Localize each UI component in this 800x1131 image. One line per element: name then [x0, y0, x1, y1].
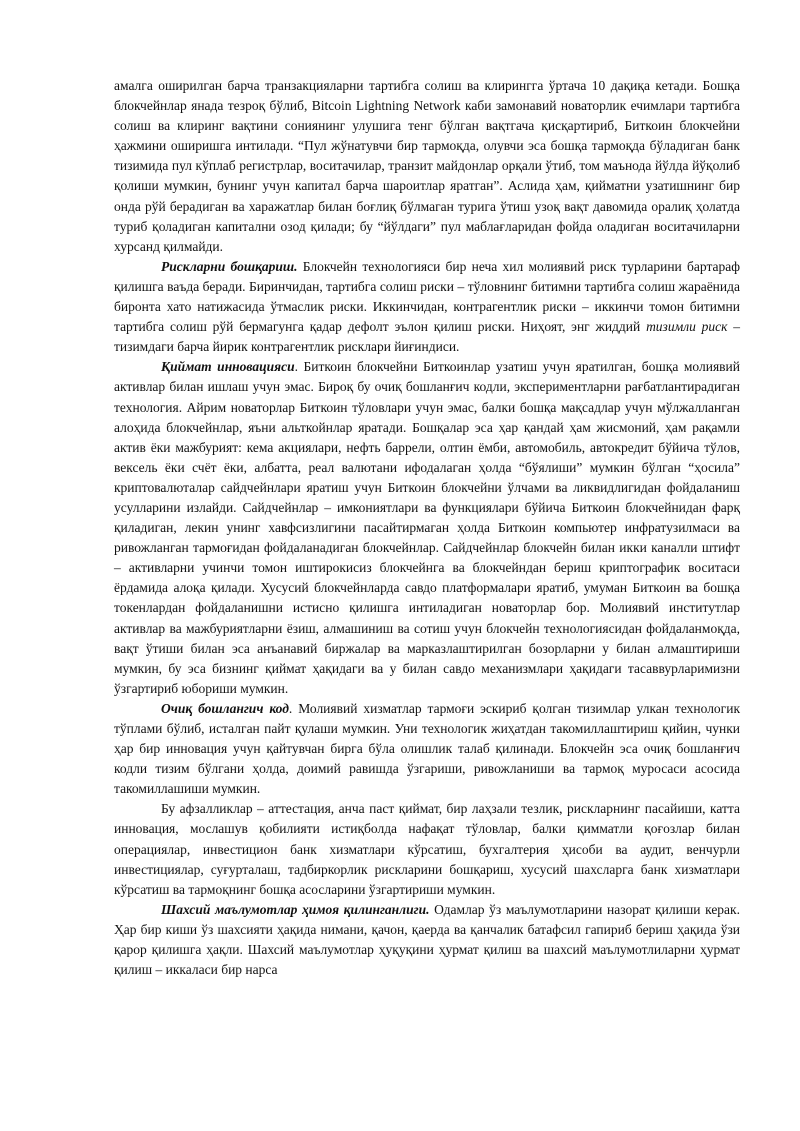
paragraph-text: Блокчейн технологияси бир неча хил молиявий риск турларини бартараф қилишга ваъда беради. Биринчидан, тартибга солиш риски – тўловнинг битимни тартибга солиш жараёнида биронта хато натижасида ўтмаслик риски. Иккинчидан, контрагентлик риски – иккинчи томон битимни тартибга солиш рўй бермагунга қадар дефолт эълон қилиш риски. Ниҳоят, энг жиддий	[114, 258, 740, 335]
section-heading-privacy: Шахсий маълумотлар ҳимоя қилинганлиги.	[161, 901, 430, 917]
paragraph-text: . Биткоин блокчейни Биткоинлар узатиш учун яратилган, бошқа молиявий активлар билан ишлаш учун эмас. Бироқ бу очиқ бошланғич кодли, экспериментларни рағбатлантирадиган технология. Айрим новаторлар Биткоин тўловлари учун эмас, балки бошқа мақсадлар учун мўлжалланган алоҳида блокчейнлар, яъни альткойнлар яратади. Бошқалар эса ҳар қандай ҳам жисмоний, ҳам рақамли актив ёки мажбурият: кема акциялари, нефть баррели, олтин ёмби, автомобиль, автокредит бўйича тўлов, вексель ёки счёт ёки, албатта, реал валютани ифодалаган ҳолда “бўялиши” мумкин бўлган “ҳосила” криптовалюталар сайдчейнлари яратиш учун Биткоин блокчейни ўлчами ва ликвидлигидан фойдаланиш усулларини излайди. Сайдчейнлар – имкониятлари ва функциялари бўйича Биткоин блокчейнидан фарқ қиладиган, лекин унинг хавфсизлигини пасайтирмаган ҳолда Биткоин компьютер инфратузилмаси ва ривожланган тармоғидан фойдаланадиган блокчейнлар. Сайдчейнлар блокчейн билан икки каналли штифт – активларни учинчи томон иштирокисиз блокчейнга ва блокчейндан бериш криптографик воситаси ёрдамида алоқа қилади. Хусусий блокчейнларда савдо платформалари яратиб, умуман Биткоин ва бошқа токенлардан фойдаланишни истисно қилишга интиладиган новаторлар бор. Молиявий институтлар активлар ва мажбуриятларни ёзиш, алмашиниш ва сотиш учун блокчейн технологиясидан фойдаланмоқда, вақт ўтиши билан эса анъанавий биржалар ва марказлаштирилган бозорларни у билан алмаштириши мумкин, бу эса бизнинг қиймат ҳақидаги ва у билан савдо механизмлари ҳақидаги тасаввурларимизни ўзгартириб юбориши мумкин.	[114, 359, 740, 696]
paragraph-text: амалга оширилган барча транзакцияларни тартибга солиш ва клирингга ўртача 10 дақиқа кетади. Бошқа блокчейнлар янада тезроқ бўлиб, Bitcoin Lightning Network каби замонавий новаторлик ечимлари тартибга солиш ва клиринг вақтини сониянинг улушига тенг бўлган вақтгача қисқартириб, Биткоин блокчейни ҳажмини оширишга интилади. “Пул жўнатувчи бир тармоқда, олувчи эса бошқа тармоқда бўладиган банк тизимида пул кўплаб регистрлар, воситачилар, транзит майдонлар орқали ўтиб, том маънода йўлда йўқолиб қолиши мумкин, бунинг учун капитал барча шароитлар яратган”. Аслида ҳам, қийматни узатишнинг бир онда рўй берадиган ва харажатлар билан боғлиқ бўлмаган турига ўтиш узоқ вақт давомида оралиқ ҳолатда туриб қоладиган капитални озод қилади; бу “йўлдаги” пул маблағларидан фойда оладиган воситачиларни хурсанд қилмайди.	[114, 78, 740, 254]
section-heading-open-source: Очиқ бошлангич код	[161, 700, 289, 716]
paragraph-text: . Молиявий хизматлар тармоғи эскириб қолган тизимлар улкан технологик тўплами бўлиб, исталган пайт қулаши мумкин. Уни технологик жиҳатдан такомиллаштириш қийин, чунки ҳар бир инновация учун қайтувчан бирга бўла олишлик талаб қилинади. Блокчейн эса очиқ бошланғич кодли тизим бўлгани ҳолда, доимий равишда ўзгариши, ривожланиши ва тармоқ муросаси асосида такомиллашиши мумкин.	[114, 700, 740, 797]
paragraph-settlement	[114, 76, 740, 257]
italic-term-systemic-risk: тизимли риск	[646, 319, 728, 335]
section-heading-value-innovation: Қиймат инновацияси	[161, 359, 295, 375]
paragraph-open-source	[114, 699, 740, 799]
paragraph-text: – тизимдаги барча йирик контрагентлик рисклари йиғиндиси.	[114, 319, 741, 355]
paragraph-value-innovation	[114, 357, 740, 699]
paragraph-advantages	[114, 799, 740, 899]
paragraph-text: Одамлар ўз маълумотларини назорат қилиши керак. Ҳар бир киши ўз шахсияти ҳақида нимани, қачон, қаерда ва қанчалик батафсил гапириб бериш ҳақида ўзи қарор қилишга ҳақли. Шахсий маълумотлар ҳуқуқини ҳурмат қилиш ва шахсий маълумотлиларни ҳурмат қилиш – иккаласи бир нарса	[114, 901, 740, 978]
section-heading-risk-management: Рискларни бошқариш.	[161, 258, 298, 274]
paragraph-risk-management	[114, 257, 740, 357]
paragraph-privacy	[114, 900, 740, 980]
document-page	[114, 76, 740, 980]
paragraph-text: Бу афзалликлар – аттестация, анча паст қиймат, бир лаҳзали тезлик, рискларнинг пасайиши, катта инновация, мослашув қобилияти истиқболда нафақат тўловлар, балки қимматли қоғозлар билан операциялар, инвестицион банк хизматлари кўрсатиш, бухгалтерия ҳисоби ва аудит, венчурли инвестициялар, суғурталаш, тадбиркорлик рискларини бошқариш, хусусий шахсларга банк хизматлари кўрсатиш ва тармоқнинг бошқа асосларини ўзгартириши мумкин.	[114, 801, 740, 897]
